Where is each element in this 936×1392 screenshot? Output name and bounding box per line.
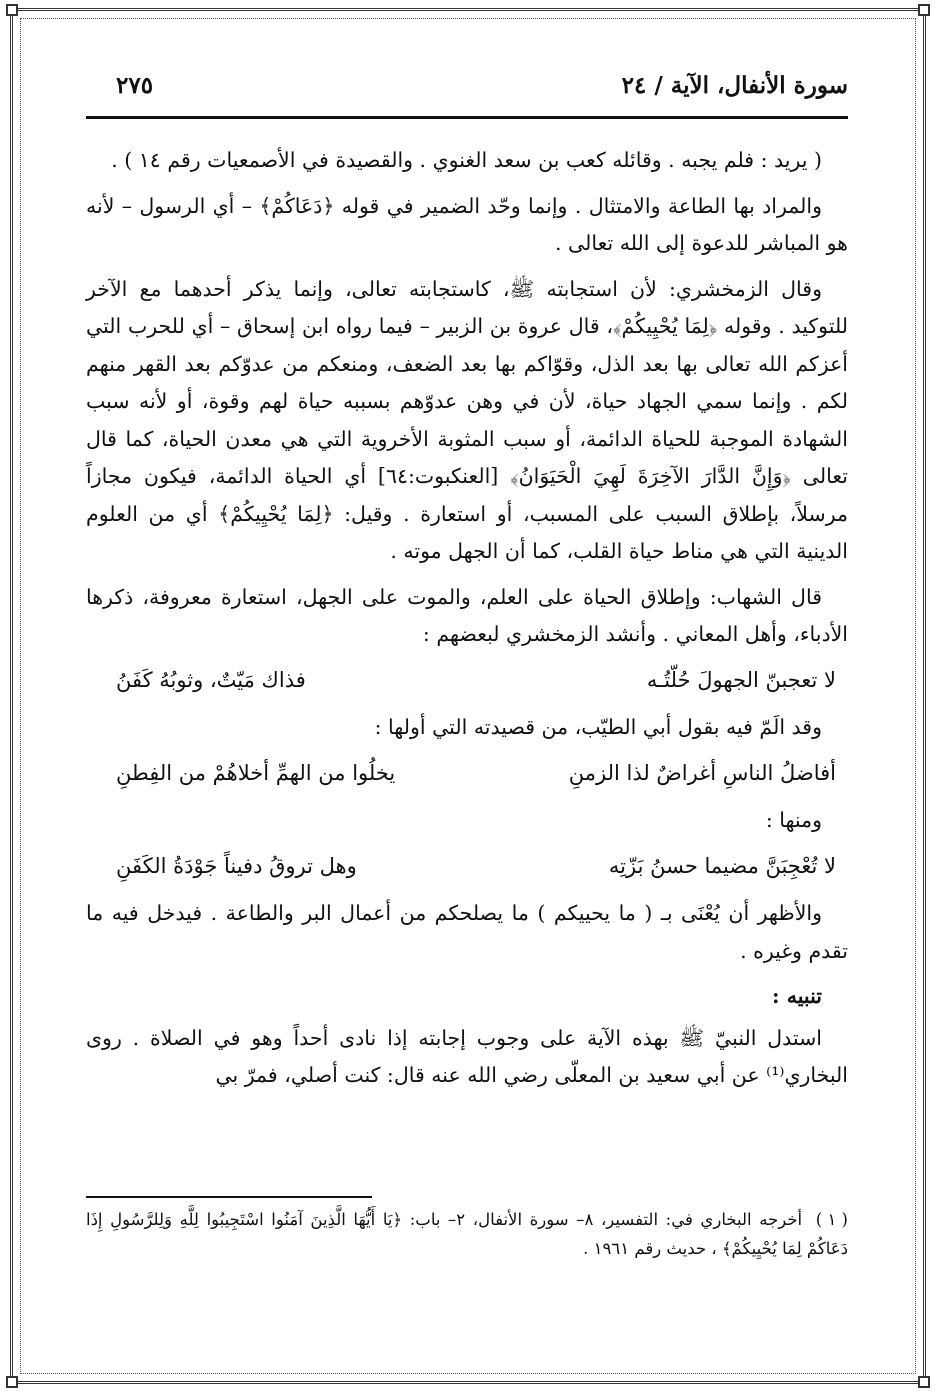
running-title: سورة الأنفال، الآية / ٢٤	[621, 72, 848, 99]
verse-first-hemistich: لا تعجبنّ الجهولَ حُلّتُـه	[646, 667, 836, 692]
border-corner-ornament	[6, 4, 18, 16]
paragraph: والمراد بها الطاعة والامتثال . وإنما وحّد الضمير في قوله ﴿دَعَاكُمْ﴾ – أي الرسول – لأنه هو المباشر للدعوة إلى الله تعالى .	[86, 193, 848, 255]
footnote-text: أخرجه البخاري في: التفسير، ٨– سورة الأنفال، ٢– باب: ﴿يَا أَيُّهَا الَّذِينَ آمَنُوا اسْتَجِيبُوا لِلَّهِ وَلِلرَّسُولِ إِذَا دَعَاكُمْ لِمَا يُحْيِيكُمْ﴾ ، حديث رقم ١٩٦١ .	[86, 1210, 848, 1258]
book-page	[86, 60, 849, 1258]
section-heading: تنبيه :	[772, 984, 822, 1008]
paragraph: وقال الزمخشري: لأن استجابته ﷺ، كاستجابته تعالى، وإنما يذكر أحدهما مع الآخر للتوكيد . وقوله ﴿لِمَا يُحْيِيكُمْ﴾، قال عروة بن الزبير – فيما رواه ابن إسحاق – أي للحرب التي أعزكم الله تعالى بها بعد الذل، وقوّاكم بها بعد الضعف، ومنعكم من عدوّكم بعد القهر منهم لكم . وإنما سمي الجهاد حياة، لأن في وهن عدوّهم بسببه حياة لهم وقوة، أو لأنه سبب الشهادة الموجبة للحياة الدائمة، أو سبب المثوبة الأخروية التي هي معدن الحياة، كما قال تعالى ﴿وَإِنَّ الدَّارَ الآخِرَةَ لَهِيَ الْحَيَوَانُ﴾ [العنكبوت:٦٤] أي الحياة الدائمة، فيكون مجازاً مرسلاً، بإطلاق السبب على المسبب، أو استعارة . وقيل: ﴿لِمَا يُحْيِيكُمْ﴾ أي من العلوم الدينية التي هي مناط حياة القلب، كما أن الجهل موته .	[86, 276, 849, 563]
verse-first-hemistich: أفاضلُ الناسِ أغراضٌ لذا الزمنِ	[568, 760, 836, 785]
paragraph: وقد الَمّ فيه بقول أبي الطيّب، من قصيدته التي أولها :	[374, 715, 822, 739]
verse-second-hemistich: فذاك مَيّتٌ، وثوبُهُ كَفَنُ	[116, 667, 306, 692]
footnote-number: ( ١ )	[815, 1210, 848, 1229]
poem-verse	[86, 662, 848, 700]
paragraph: والأظهر أن يُعْنَى بـ ( ما يحييكم ) ما يصلحكم من أعمال البر والطاعة . فيدخل فيه ما تقدم وغيره .	[86, 901, 848, 963]
paragraph: ومنها :	[765, 808, 822, 832]
verse-second-hemistich: يخلُوا من الهمِّ أخلاهُمْ من الفِطنِ	[116, 760, 396, 785]
paragraph: استدل النبيّ ﷺ بهذه الآية على وجوب إجابته إذا نادى أحداً وهو في الصلاة . روى البخاري⁽¹⁾ عن أبي سعيد بن المعلّى رضي الله عنه قال: كنت أصلي، فمرّ بي	[86, 1025, 848, 1087]
page-number: ٢٧٥	[116, 72, 154, 99]
border-corner-ornament	[6, 1376, 18, 1388]
verse-first-hemistich: لا تُعْجِبَنَّ مضيما حسنُ بَزّتِه	[608, 853, 836, 878]
paragraph: ( يريد : فلم يجبه . وقائله كعب بن سعد الغنوي . والقصيدة في الأصمعيات رقم ١٤ ) .	[111, 148, 822, 172]
header-rule	[86, 116, 848, 119]
footnote	[86, 1205, 848, 1263]
verse-second-hemistich: وهل تروقُ دفيناً جَوْدَةُ الكَفَنِ	[116, 853, 357, 878]
footnote-separator	[86, 1196, 372, 1198]
border-corner-ornament	[918, 1376, 930, 1388]
running-header	[86, 60, 848, 106]
body-text	[86, 142, 848, 1103]
border-corner-ornament	[918, 4, 930, 16]
poem-verse	[86, 848, 848, 886]
poem-verse	[86, 755, 848, 793]
paragraph: قال الشهاب: وإطلاق الحياة على العلم، والموت على الجهل، استعارة معروفة، ذكرها الأدباء، وأهل المعاني . وأنشد الزمخشري لبعضهم :	[86, 584, 848, 646]
